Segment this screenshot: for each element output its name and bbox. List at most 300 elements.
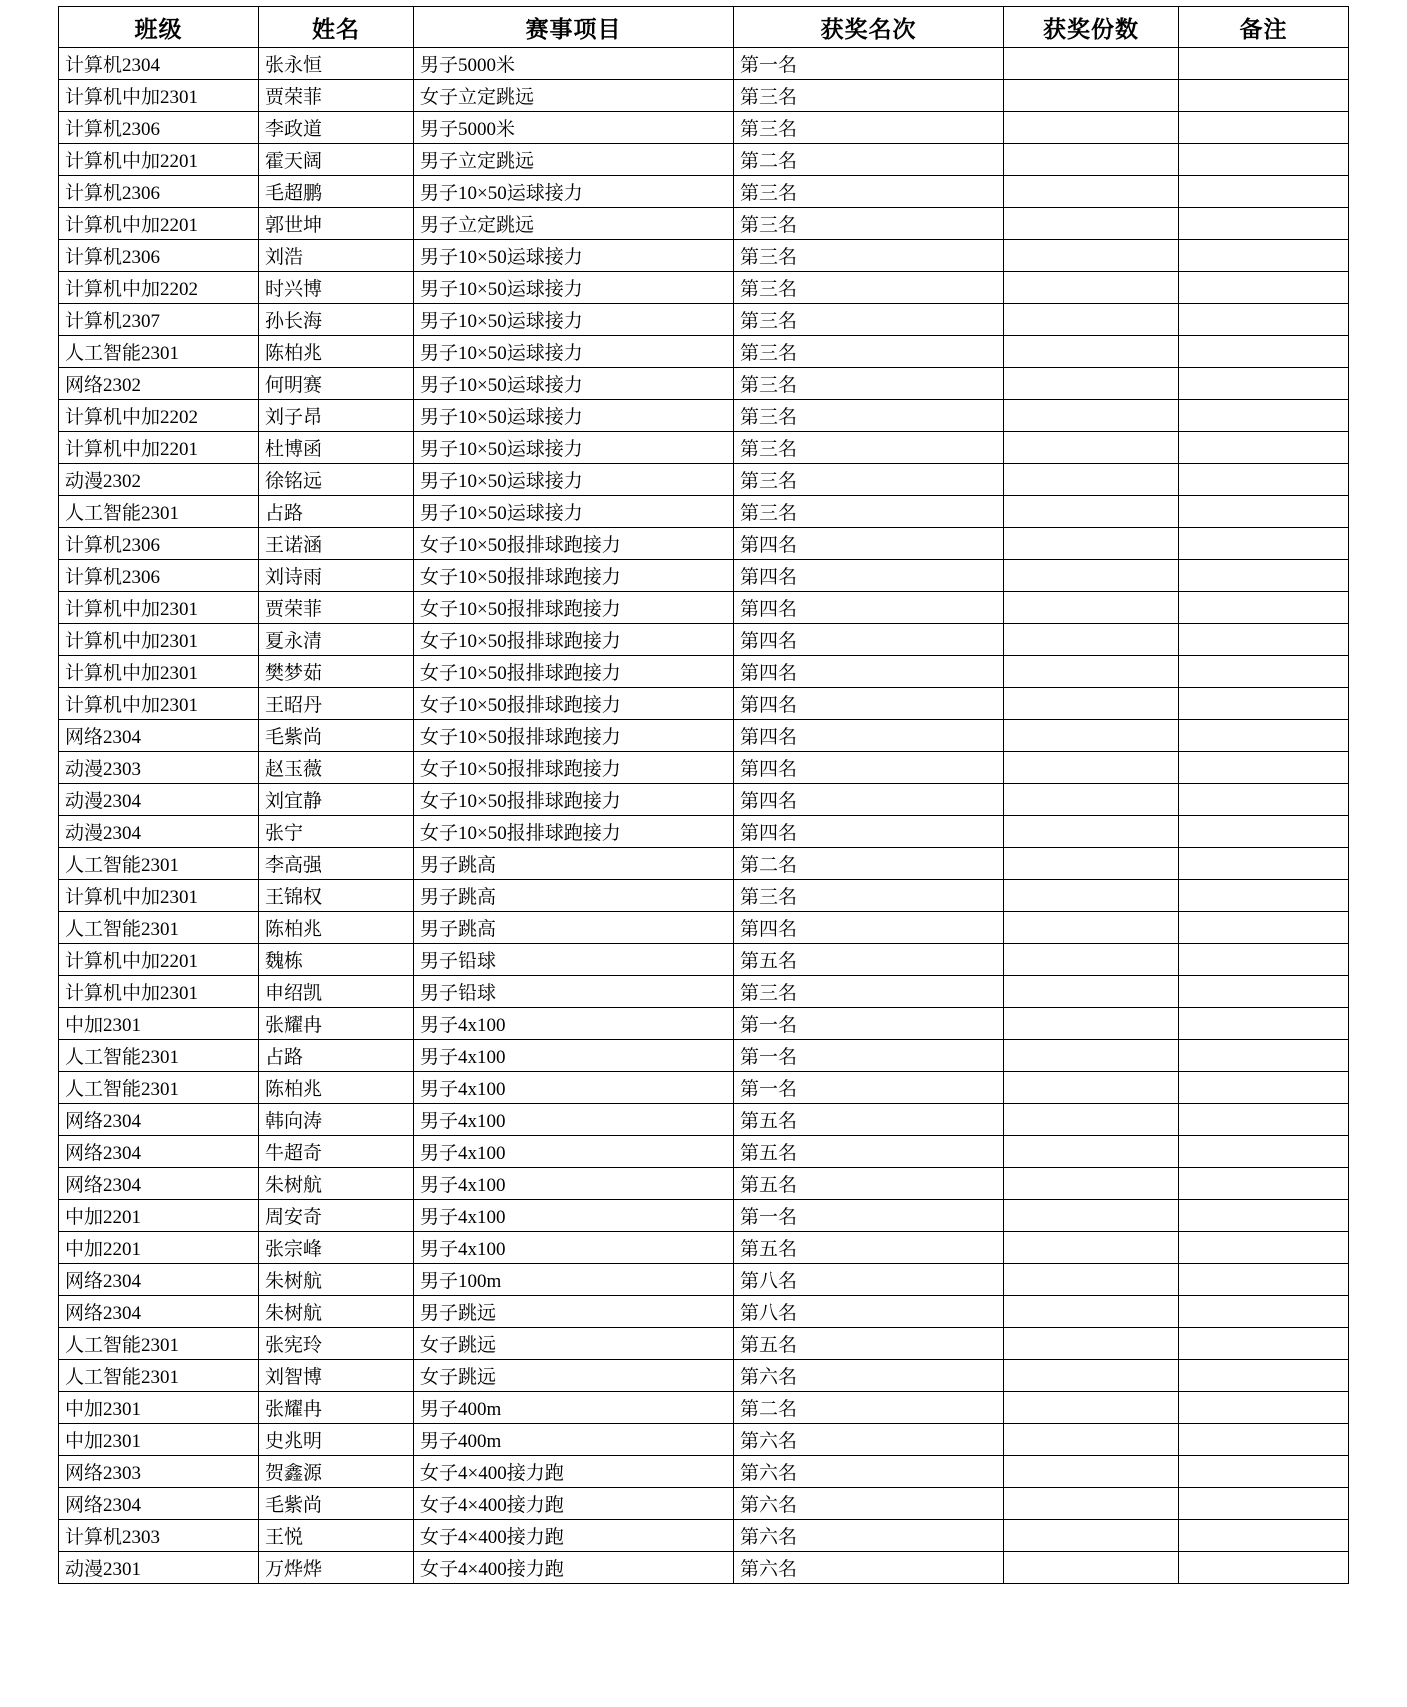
cell-rank: 第三名 bbox=[734, 432, 1004, 464]
cell-class: 计算机中加2301 bbox=[59, 688, 259, 720]
cell-event: 男子10×50运球接力 bbox=[414, 368, 734, 400]
cell-rank: 第四名 bbox=[734, 688, 1004, 720]
cell-name: 孙长海 bbox=[259, 304, 414, 336]
cell-rank: 第五名 bbox=[734, 1328, 1004, 1360]
cell-remark bbox=[1179, 880, 1349, 912]
cell-event: 女子10×50报排球跑接力 bbox=[414, 528, 734, 560]
cell-count bbox=[1004, 560, 1179, 592]
cell-event: 女子4×400接力跑 bbox=[414, 1552, 734, 1584]
table-row bbox=[59, 176, 1349, 208]
cell-name: 张宪玲 bbox=[259, 1328, 414, 1360]
cell-event: 女子立定跳远 bbox=[414, 80, 734, 112]
cell-remark bbox=[1179, 752, 1349, 784]
cell-rank: 第六名 bbox=[734, 1424, 1004, 1456]
cell-count bbox=[1004, 944, 1179, 976]
cell-remark bbox=[1179, 1136, 1349, 1168]
cell-count bbox=[1004, 112, 1179, 144]
table-row bbox=[59, 1456, 1349, 1488]
cell-class: 动漫2304 bbox=[59, 816, 259, 848]
cell-event: 女子4×400接力跑 bbox=[414, 1488, 734, 1520]
cell-count bbox=[1004, 816, 1179, 848]
column-header-event: 赛事项目 bbox=[414, 7, 734, 48]
cell-event: 男子400m bbox=[414, 1392, 734, 1424]
cell-count bbox=[1004, 1552, 1179, 1584]
cell-name: 杜博函 bbox=[259, 432, 414, 464]
column-header-name: 姓名 bbox=[259, 7, 414, 48]
cell-count bbox=[1004, 1232, 1179, 1264]
cell-name: 赵玉薇 bbox=[259, 752, 414, 784]
table-row bbox=[59, 688, 1349, 720]
cell-event: 男子立定跳远 bbox=[414, 144, 734, 176]
cell-count bbox=[1004, 1072, 1179, 1104]
cell-class: 动漫2304 bbox=[59, 784, 259, 816]
cell-count bbox=[1004, 80, 1179, 112]
cell-count bbox=[1004, 464, 1179, 496]
cell-event: 男子铅球 bbox=[414, 976, 734, 1008]
cell-event: 男子4x100 bbox=[414, 1104, 734, 1136]
table-row bbox=[59, 720, 1349, 752]
cell-remark bbox=[1179, 656, 1349, 688]
cell-rank: 第一名 bbox=[734, 1200, 1004, 1232]
cell-remark bbox=[1179, 336, 1349, 368]
cell-rank: 第三名 bbox=[734, 112, 1004, 144]
cell-remark bbox=[1179, 432, 1349, 464]
cell-remark bbox=[1179, 272, 1349, 304]
cell-remark bbox=[1179, 1456, 1349, 1488]
table-row bbox=[59, 1104, 1349, 1136]
cell-remark bbox=[1179, 944, 1349, 976]
cell-count bbox=[1004, 688, 1179, 720]
cell-event: 男子4x100 bbox=[414, 1072, 734, 1104]
cell-remark bbox=[1179, 1296, 1349, 1328]
cell-rank: 第三名 bbox=[734, 464, 1004, 496]
cell-name: 李政道 bbox=[259, 112, 414, 144]
cell-event: 男子400m bbox=[414, 1424, 734, 1456]
cell-event: 男子10×50运球接力 bbox=[414, 272, 734, 304]
table-body bbox=[59, 48, 1349, 1584]
cell-name: 贺鑫源 bbox=[259, 1456, 414, 1488]
cell-remark bbox=[1179, 1488, 1349, 1520]
table-row bbox=[59, 528, 1349, 560]
cell-count bbox=[1004, 624, 1179, 656]
table-row bbox=[59, 1520, 1349, 1552]
cell-rank: 第五名 bbox=[734, 1232, 1004, 1264]
cell-remark bbox=[1179, 1424, 1349, 1456]
cell-count bbox=[1004, 368, 1179, 400]
cell-rank: 第六名 bbox=[734, 1552, 1004, 1584]
cell-event: 女子10×50报排球跑接力 bbox=[414, 592, 734, 624]
cell-rank: 第三名 bbox=[734, 240, 1004, 272]
cell-name: 时兴博 bbox=[259, 272, 414, 304]
cell-rank: 第四名 bbox=[734, 912, 1004, 944]
table-row bbox=[59, 880, 1349, 912]
cell-class: 计算机2306 bbox=[59, 528, 259, 560]
cell-count bbox=[1004, 1200, 1179, 1232]
cell-rank: 第二名 bbox=[734, 848, 1004, 880]
cell-class: 动漫2302 bbox=[59, 464, 259, 496]
table-row bbox=[59, 1232, 1349, 1264]
cell-remark bbox=[1179, 496, 1349, 528]
cell-rank: 第三名 bbox=[734, 368, 1004, 400]
table-row bbox=[59, 976, 1349, 1008]
cell-count bbox=[1004, 1488, 1179, 1520]
cell-rank: 第八名 bbox=[734, 1296, 1004, 1328]
table-row bbox=[59, 1072, 1349, 1104]
cell-remark bbox=[1179, 688, 1349, 720]
table-row bbox=[59, 1296, 1349, 1328]
cell-class: 计算机2306 bbox=[59, 112, 259, 144]
cell-remark bbox=[1179, 1520, 1349, 1552]
cell-remark bbox=[1179, 1200, 1349, 1232]
cell-remark bbox=[1179, 304, 1349, 336]
table-header bbox=[59, 7, 1349, 48]
cell-rank: 第四名 bbox=[734, 560, 1004, 592]
cell-event: 男子10×50运球接力 bbox=[414, 176, 734, 208]
cell-class: 计算机中加2202 bbox=[59, 400, 259, 432]
cell-class: 中加2301 bbox=[59, 1424, 259, 1456]
cell-count bbox=[1004, 784, 1179, 816]
cell-remark bbox=[1179, 1264, 1349, 1296]
cell-name: 张永恒 bbox=[259, 48, 414, 80]
cell-name: 张耀冉 bbox=[259, 1008, 414, 1040]
cell-count bbox=[1004, 1168, 1179, 1200]
cell-name: 朱树航 bbox=[259, 1264, 414, 1296]
table-row bbox=[59, 1360, 1349, 1392]
cell-event: 男子10×50运球接力 bbox=[414, 400, 734, 432]
cell-rank: 第三名 bbox=[734, 880, 1004, 912]
cell-class: 中加2201 bbox=[59, 1200, 259, 1232]
cell-remark bbox=[1179, 1552, 1349, 1584]
cell-name: 朱树航 bbox=[259, 1296, 414, 1328]
cell-remark bbox=[1179, 1328, 1349, 1360]
cell-count bbox=[1004, 752, 1179, 784]
cell-count bbox=[1004, 432, 1179, 464]
cell-count bbox=[1004, 976, 1179, 1008]
cell-remark bbox=[1179, 208, 1349, 240]
cell-name: 何明赛 bbox=[259, 368, 414, 400]
cell-name: 史兆明 bbox=[259, 1424, 414, 1456]
cell-event: 男子10×50运球接力 bbox=[414, 304, 734, 336]
cell-class: 计算机中加2301 bbox=[59, 656, 259, 688]
cell-class: 计算机2306 bbox=[59, 240, 259, 272]
cell-class: 网络2303 bbox=[59, 1456, 259, 1488]
cell-remark bbox=[1179, 1072, 1349, 1104]
cell-count bbox=[1004, 1328, 1179, 1360]
table-row bbox=[59, 112, 1349, 144]
cell-name: 毛紫尚 bbox=[259, 720, 414, 752]
cell-name: 张耀冉 bbox=[259, 1392, 414, 1424]
cell-count bbox=[1004, 880, 1179, 912]
cell-count bbox=[1004, 720, 1179, 752]
cell-event: 男子4x100 bbox=[414, 1136, 734, 1168]
cell-rank: 第五名 bbox=[734, 1168, 1004, 1200]
cell-remark bbox=[1179, 624, 1349, 656]
cell-remark bbox=[1179, 1392, 1349, 1424]
cell-name: 徐铭远 bbox=[259, 464, 414, 496]
cell-class: 中加2301 bbox=[59, 1392, 259, 1424]
cell-class: 计算机中加2301 bbox=[59, 976, 259, 1008]
cell-name: 张宁 bbox=[259, 816, 414, 848]
cell-remark bbox=[1179, 976, 1349, 1008]
table-row bbox=[59, 240, 1349, 272]
cell-remark bbox=[1179, 528, 1349, 560]
cell-rank: 第六名 bbox=[734, 1488, 1004, 1520]
table-row bbox=[59, 1424, 1349, 1456]
cell-name: 贾荣菲 bbox=[259, 80, 414, 112]
table-row bbox=[59, 1168, 1349, 1200]
table-row bbox=[59, 1136, 1349, 1168]
cell-rank: 第三名 bbox=[734, 400, 1004, 432]
cell-remark bbox=[1179, 112, 1349, 144]
table-row bbox=[59, 848, 1349, 880]
table-row bbox=[59, 752, 1349, 784]
cell-count bbox=[1004, 208, 1179, 240]
cell-remark bbox=[1179, 1360, 1349, 1392]
cell-name: 王锦权 bbox=[259, 880, 414, 912]
cell-name: 陈柏兆 bbox=[259, 912, 414, 944]
column-header-remark: 备注 bbox=[1179, 7, 1349, 48]
table-row bbox=[59, 80, 1349, 112]
cell-class: 网络2304 bbox=[59, 1168, 259, 1200]
cell-rank: 第一名 bbox=[734, 1072, 1004, 1104]
cell-event: 女子10×50报排球跑接力 bbox=[414, 816, 734, 848]
cell-name: 毛超鹏 bbox=[259, 176, 414, 208]
table-row bbox=[59, 1488, 1349, 1520]
cell-event: 女子10×50报排球跑接力 bbox=[414, 560, 734, 592]
cell-count bbox=[1004, 1520, 1179, 1552]
cell-rank: 第三名 bbox=[734, 80, 1004, 112]
cell-rank: 第二名 bbox=[734, 144, 1004, 176]
column-header-count: 获奖份数 bbox=[1004, 7, 1179, 48]
cell-rank: 第五名 bbox=[734, 1136, 1004, 1168]
cell-name: 周安奇 bbox=[259, 1200, 414, 1232]
cell-class: 计算机2304 bbox=[59, 48, 259, 80]
table-row bbox=[59, 1264, 1349, 1296]
cell-class: 计算机2306 bbox=[59, 560, 259, 592]
cell-remark bbox=[1179, 368, 1349, 400]
cell-rank: 第二名 bbox=[734, 1392, 1004, 1424]
cell-name: 李高强 bbox=[259, 848, 414, 880]
cell-class: 计算机中加2301 bbox=[59, 80, 259, 112]
cell-remark bbox=[1179, 176, 1349, 208]
table-row bbox=[59, 496, 1349, 528]
cell-event: 男子10×50运球接力 bbox=[414, 336, 734, 368]
table-row bbox=[59, 336, 1349, 368]
cell-event: 女子4×400接力跑 bbox=[414, 1456, 734, 1488]
cell-class: 计算机中加2301 bbox=[59, 592, 259, 624]
cell-event: 男子跳高 bbox=[414, 880, 734, 912]
cell-count bbox=[1004, 1392, 1179, 1424]
table-row bbox=[59, 912, 1349, 944]
cell-count bbox=[1004, 1008, 1179, 1040]
cell-class: 网络2304 bbox=[59, 1296, 259, 1328]
column-header-rank: 获奖名次 bbox=[734, 7, 1004, 48]
cell-class: 人工智能2301 bbox=[59, 1360, 259, 1392]
cell-class: 人工智能2301 bbox=[59, 1040, 259, 1072]
cell-class: 人工智能2301 bbox=[59, 496, 259, 528]
cell-event: 男子5000米 bbox=[414, 112, 734, 144]
cell-remark bbox=[1179, 592, 1349, 624]
cell-rank: 第三名 bbox=[734, 208, 1004, 240]
cell-count bbox=[1004, 656, 1179, 688]
cell-rank: 第三名 bbox=[734, 272, 1004, 304]
cell-event: 男子跳高 bbox=[414, 912, 734, 944]
cell-remark bbox=[1179, 1168, 1349, 1200]
table-row bbox=[59, 464, 1349, 496]
cell-class: 人工智能2301 bbox=[59, 848, 259, 880]
cell-remark bbox=[1179, 912, 1349, 944]
cell-name: 郭世坤 bbox=[259, 208, 414, 240]
cell-class: 人工智能2301 bbox=[59, 912, 259, 944]
cell-class: 网络2304 bbox=[59, 1136, 259, 1168]
cell-class: 网络2304 bbox=[59, 1104, 259, 1136]
table-row bbox=[59, 304, 1349, 336]
cell-class: 人工智能2301 bbox=[59, 1328, 259, 1360]
header-row bbox=[59, 7, 1349, 48]
cell-count bbox=[1004, 304, 1179, 336]
cell-remark bbox=[1179, 1008, 1349, 1040]
cell-name: 樊梦茹 bbox=[259, 656, 414, 688]
cell-event: 女子10×50报排球跑接力 bbox=[414, 784, 734, 816]
cell-name: 韩向涛 bbox=[259, 1104, 414, 1136]
cell-class: 人工智能2301 bbox=[59, 336, 259, 368]
cell-class: 网络2304 bbox=[59, 1488, 259, 1520]
cell-name: 刘子昂 bbox=[259, 400, 414, 432]
cell-event: 男子4x100 bbox=[414, 1200, 734, 1232]
cell-count bbox=[1004, 848, 1179, 880]
cell-event: 男子4x100 bbox=[414, 1008, 734, 1040]
cell-rank: 第三名 bbox=[734, 496, 1004, 528]
cell-name: 王诺涵 bbox=[259, 528, 414, 560]
cell-event: 女子跳远 bbox=[414, 1328, 734, 1360]
cell-rank: 第六名 bbox=[734, 1456, 1004, 1488]
table-row bbox=[59, 1392, 1349, 1424]
cell-count bbox=[1004, 48, 1179, 80]
cell-event: 男子10×50运球接力 bbox=[414, 240, 734, 272]
cell-name: 张宗峰 bbox=[259, 1232, 414, 1264]
cell-event: 男子5000米 bbox=[414, 48, 734, 80]
cell-name: 刘浩 bbox=[259, 240, 414, 272]
cell-name: 占路 bbox=[259, 496, 414, 528]
cell-event: 男子10×50运球接力 bbox=[414, 432, 734, 464]
table-row bbox=[59, 1008, 1349, 1040]
cell-count bbox=[1004, 336, 1179, 368]
cell-count bbox=[1004, 1424, 1179, 1456]
cell-count bbox=[1004, 400, 1179, 432]
cell-rank: 第四名 bbox=[734, 784, 1004, 816]
cell-name: 夏永清 bbox=[259, 624, 414, 656]
cell-class: 网络2302 bbox=[59, 368, 259, 400]
cell-class: 中加2201 bbox=[59, 1232, 259, 1264]
cell-remark bbox=[1179, 464, 1349, 496]
table-row bbox=[59, 1328, 1349, 1360]
cell-name: 魏栋 bbox=[259, 944, 414, 976]
cell-name: 刘智博 bbox=[259, 1360, 414, 1392]
table-row bbox=[59, 944, 1349, 976]
cell-event: 男子铅球 bbox=[414, 944, 734, 976]
cell-remark bbox=[1179, 48, 1349, 80]
cell-rank: 第四名 bbox=[734, 720, 1004, 752]
cell-rank: 第一名 bbox=[734, 1040, 1004, 1072]
cell-event: 女子10×50报排球跑接力 bbox=[414, 688, 734, 720]
cell-remark bbox=[1179, 848, 1349, 880]
cell-class: 人工智能2301 bbox=[59, 1072, 259, 1104]
cell-rank: 第六名 bbox=[734, 1360, 1004, 1392]
cell-remark bbox=[1179, 1104, 1349, 1136]
cell-count bbox=[1004, 1456, 1179, 1488]
cell-remark bbox=[1179, 400, 1349, 432]
cell-count bbox=[1004, 1264, 1179, 1296]
table-row bbox=[59, 144, 1349, 176]
cell-remark bbox=[1179, 816, 1349, 848]
cell-rank: 第四名 bbox=[734, 752, 1004, 784]
cell-class: 动漫2303 bbox=[59, 752, 259, 784]
cell-rank: 第四名 bbox=[734, 656, 1004, 688]
column-header-class: 班级 bbox=[59, 7, 259, 48]
table-row bbox=[59, 48, 1349, 80]
cell-class: 计算机2306 bbox=[59, 176, 259, 208]
cell-rank: 第四名 bbox=[734, 528, 1004, 560]
cell-event: 女子4×400接力跑 bbox=[414, 1520, 734, 1552]
cell-name: 刘宜静 bbox=[259, 784, 414, 816]
table-row bbox=[59, 1040, 1349, 1072]
cell-name: 刘诗雨 bbox=[259, 560, 414, 592]
cell-class: 中加2301 bbox=[59, 1008, 259, 1040]
cell-count bbox=[1004, 1296, 1179, 1328]
cell-class: 网络2304 bbox=[59, 1264, 259, 1296]
cell-name: 陈柏兆 bbox=[259, 1072, 414, 1104]
table-row bbox=[59, 368, 1349, 400]
cell-event: 男子10×50运球接力 bbox=[414, 464, 734, 496]
table-row bbox=[59, 1200, 1349, 1232]
cell-count bbox=[1004, 592, 1179, 624]
cell-remark bbox=[1179, 144, 1349, 176]
cell-count bbox=[1004, 144, 1179, 176]
cell-event: 男子10×50运球接力 bbox=[414, 496, 734, 528]
cell-name: 王悦 bbox=[259, 1520, 414, 1552]
cell-remark bbox=[1179, 1040, 1349, 1072]
table-row bbox=[59, 560, 1349, 592]
cell-rank: 第一名 bbox=[734, 1008, 1004, 1040]
cell-count bbox=[1004, 240, 1179, 272]
cell-event: 男子4x100 bbox=[414, 1168, 734, 1200]
cell-name: 霍天阔 bbox=[259, 144, 414, 176]
cell-class: 计算机中加2201 bbox=[59, 432, 259, 464]
cell-class: 计算机中加2201 bbox=[59, 144, 259, 176]
cell-event: 女子10×50报排球跑接力 bbox=[414, 656, 734, 688]
cell-event: 女子跳远 bbox=[414, 1360, 734, 1392]
table-row bbox=[59, 432, 1349, 464]
cell-class: 动漫2301 bbox=[59, 1552, 259, 1584]
cell-count bbox=[1004, 1104, 1179, 1136]
cell-name: 陈柏兆 bbox=[259, 336, 414, 368]
cell-class: 计算机中加2201 bbox=[59, 208, 259, 240]
cell-event: 男子跳高 bbox=[414, 848, 734, 880]
cell-count bbox=[1004, 496, 1179, 528]
cell-class: 网络2304 bbox=[59, 720, 259, 752]
cell-remark bbox=[1179, 80, 1349, 112]
cell-rank: 第三名 bbox=[734, 304, 1004, 336]
cell-count bbox=[1004, 272, 1179, 304]
cell-rank: 第六名 bbox=[734, 1520, 1004, 1552]
cell-event: 女子10×50报排球跑接力 bbox=[414, 624, 734, 656]
cell-remark bbox=[1179, 560, 1349, 592]
cell-rank: 第三名 bbox=[734, 176, 1004, 208]
cell-name: 占路 bbox=[259, 1040, 414, 1072]
cell-name: 贾荣菲 bbox=[259, 592, 414, 624]
cell-class: 计算机2307 bbox=[59, 304, 259, 336]
cell-name: 王昭丹 bbox=[259, 688, 414, 720]
